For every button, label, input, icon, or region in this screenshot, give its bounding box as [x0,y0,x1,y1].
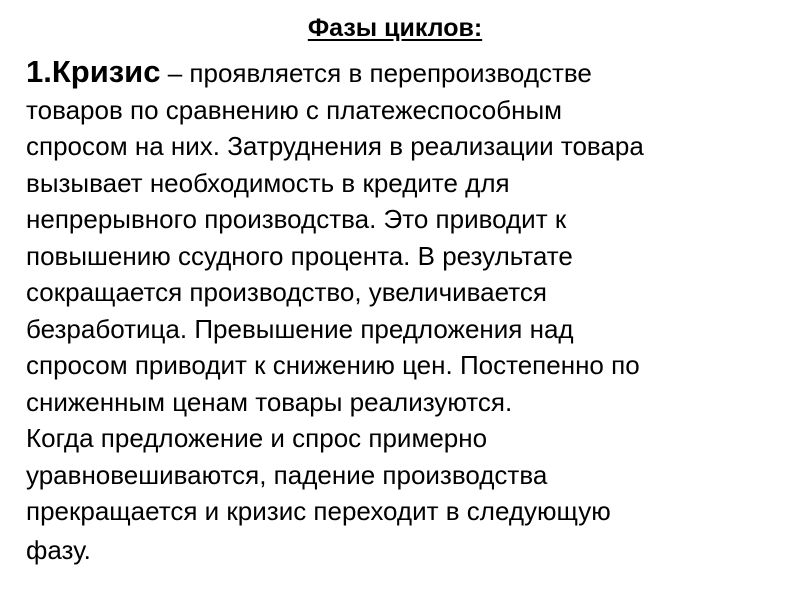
phase-description [26,54,786,568]
text-line-5: непрерывного производства. Это приводит к [26,204,567,234]
text-line-11: Когда предложение и спрос примерно [26,423,488,453]
text-line-9: спросом приводит к снижению цен. Постепенно по [26,350,640,380]
phase-dash: – [160,58,190,88]
slide-title: Фазы циклов: [307,14,483,42]
phase-first-line [26,54,786,92]
phase-term: 1.Кризис [26,54,161,89]
text-line-6: повышению ссудного процента. В результате [26,240,573,271]
text-line-7: сокращается производство, увеличивается [26,277,547,307]
text-line-10: сниженным ценам товары реализуются. [26,386,513,417]
text-line-1: проявляется в перепроизводстве [189,58,592,88]
text-line-4: вызывает необходимость в кредите для [26,167,510,198]
text-line-12: уравновешиваются, падение производства [26,459,548,490]
text-line-13: прекращается и кризис переходит в следующую [26,496,611,526]
text-line-2: товаров по сравнению с платежеспособным [26,94,563,125]
text-line-14: фазу. [26,534,91,565]
text-line-8: безработица. Превышение предложения над [26,313,574,344]
text-line-3: спросом на них. Затруднения в реализации товара [26,131,644,161]
